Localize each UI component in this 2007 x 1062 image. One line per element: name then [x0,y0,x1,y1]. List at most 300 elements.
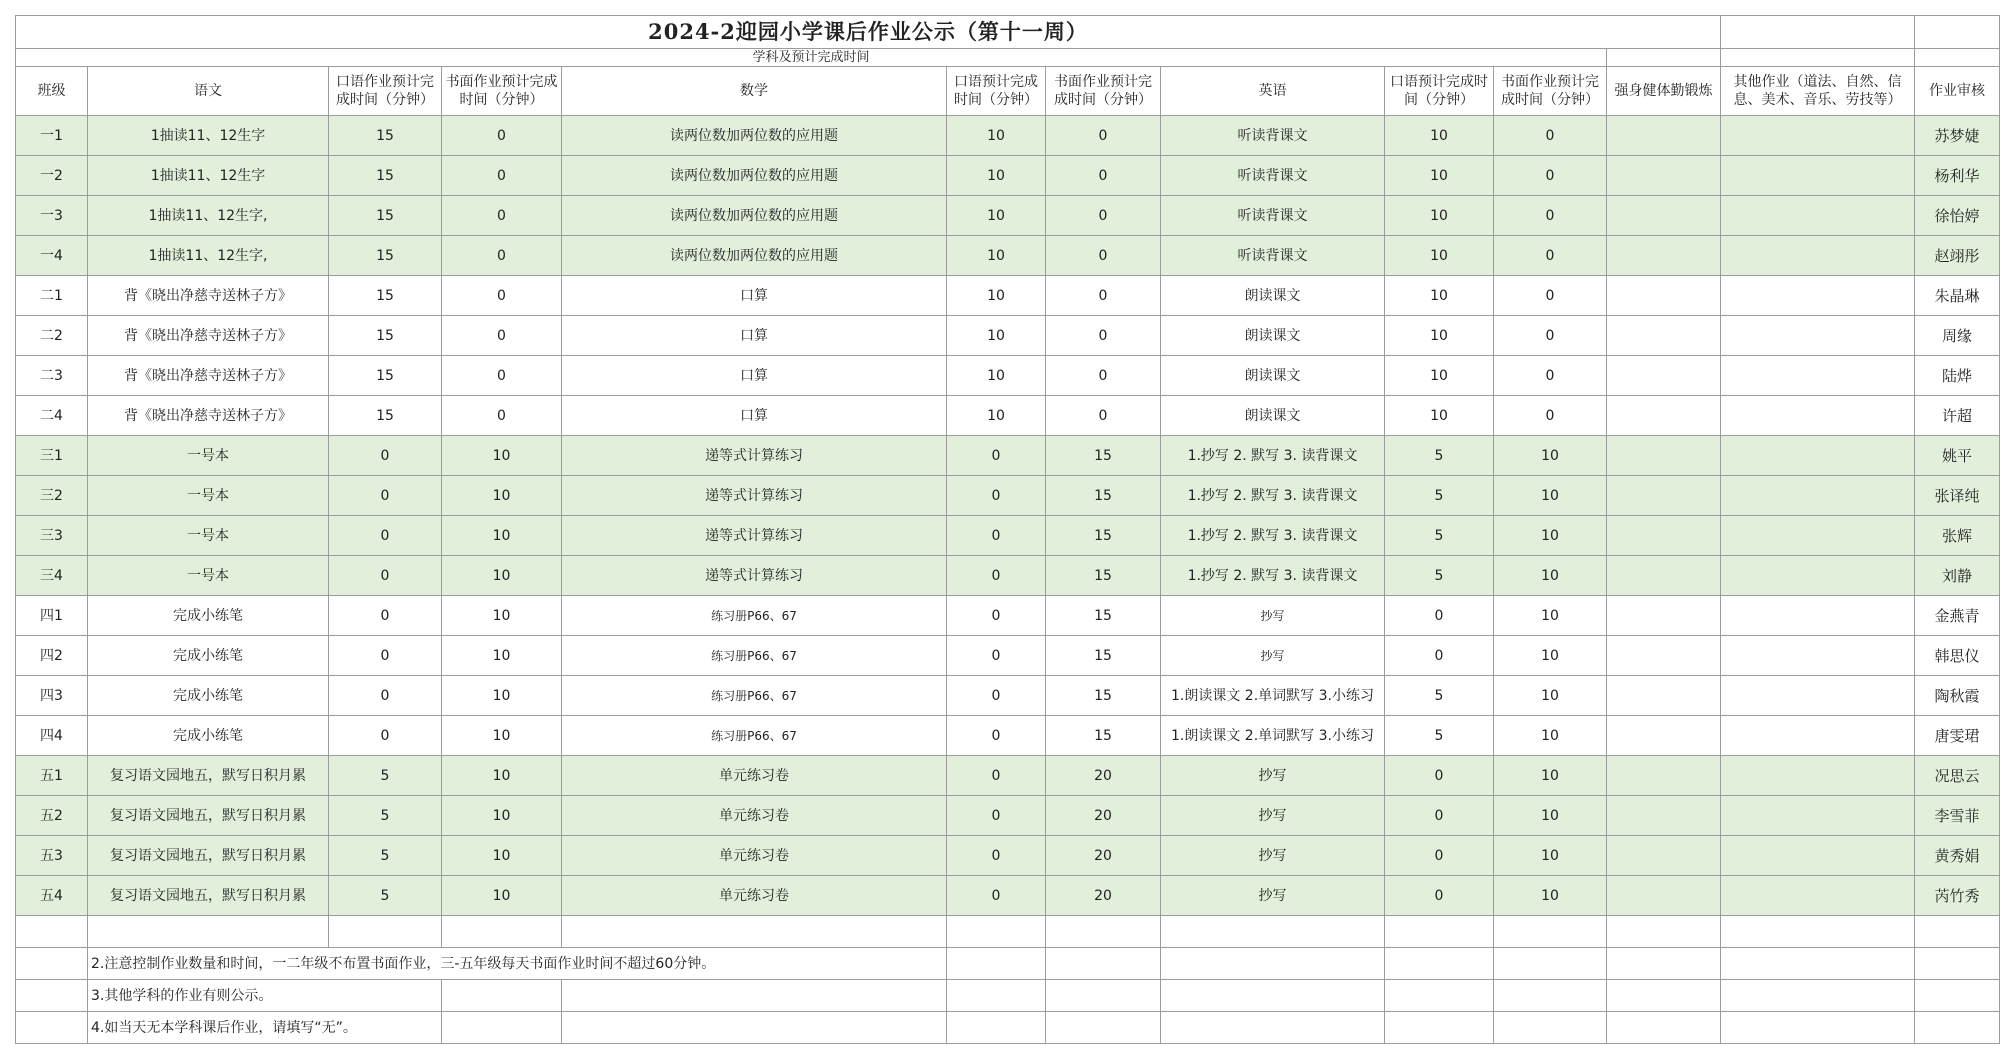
cell-math[interactable]: 练习册P66、67 [562,636,947,676]
cell-chinese-written[interactable]: 10 [442,516,562,556]
cell-pe[interactable] [1607,556,1721,596]
cell-reviewer[interactable]: 刘静 [1915,556,2000,596]
blank-cell[interactable] [1046,1012,1161,1044]
cell-math[interactable]: 单元练习卷 [562,756,947,796]
cell-class[interactable]: 四2 [16,636,88,676]
blank-cell[interactable] [442,916,562,948]
cell-class[interactable]: 三1 [16,436,88,476]
cell-math[interactable]: 单元练习卷 [562,876,947,916]
cell-english-written[interactable]: 10 [1494,476,1607,516]
cell-class[interactable]: 三4 [16,556,88,596]
cell-reviewer[interactable]: 唐雯珺 [1915,716,2000,756]
cell-math-oral[interactable]: 0 [947,836,1046,876]
cell-other[interactable] [1721,516,1915,556]
cell-english[interactable]: 听读背课文 [1161,116,1385,156]
cell-english[interactable]: 朗读课文 [1161,316,1385,356]
cell-english-oral[interactable]: 10 [1385,396,1494,436]
cell-class[interactable]: 四4 [16,716,88,756]
blank-cell[interactable] [1046,916,1161,948]
cell-english[interactable]: 1.抄写 2. 默写 3. 读背课文 [1161,436,1385,476]
cell-other[interactable] [1721,396,1915,436]
blank-cell[interactable] [329,916,442,948]
cell-pe[interactable] [1607,676,1721,716]
cell-pe[interactable] [1607,276,1721,316]
blank-cell[interactable] [1046,948,1161,980]
blank-cell[interactable] [1915,916,2000,948]
blank-cell[interactable] [562,1012,947,1044]
blank-cell[interactable] [1385,916,1494,948]
cell-pe[interactable] [1607,436,1721,476]
cell-math-oral[interactable]: 0 [947,676,1046,716]
cell-english-written[interactable]: 0 [1494,236,1607,276]
blank-cell[interactable] [1721,49,1915,67]
cell-math[interactable]: 练习册P66、67 [562,716,947,756]
cell-reviewer[interactable]: 周缘 [1915,316,2000,356]
cell-class[interactable]: 一2 [16,156,88,196]
cell-class[interactable]: 五4 [16,876,88,916]
cell-english-written[interactable]: 0 [1494,196,1607,236]
cell-math[interactable]: 口算 [562,396,947,436]
cell-pe[interactable] [1607,596,1721,636]
cell-chinese-oral[interactable]: 5 [329,836,442,876]
cell-math-written[interactable]: 0 [1046,396,1161,436]
cell-chinese[interactable]: 1抽读11、12生字 [88,156,329,196]
cell-chinese-oral[interactable]: 0 [329,716,442,756]
cell-reviewer[interactable]: 李雪菲 [1915,796,2000,836]
cell-english[interactable]: 听读背课文 [1161,236,1385,276]
cell-chinese-oral[interactable]: 0 [329,556,442,596]
blank-cell[interactable] [1385,980,1494,1012]
cell-class[interactable]: 三3 [16,516,88,556]
cell-pe[interactable] [1607,396,1721,436]
cell-math-written[interactable]: 15 [1046,676,1161,716]
header-chinese-oral[interactable]: 口语作业预计完成时间（分钟） [329,67,442,116]
cell-math-oral[interactable]: 0 [947,636,1046,676]
cell-math-oral[interactable]: 0 [947,596,1046,636]
cell-other[interactable] [1721,316,1915,356]
blank-cell[interactable] [1494,916,1607,948]
cell-chinese-written[interactable]: 10 [442,636,562,676]
cell-chinese[interactable]: 完成小练笔 [88,676,329,716]
blank-cell[interactable] [442,980,562,1012]
cell-english[interactable]: 朗读课文 [1161,396,1385,436]
cell-pe[interactable] [1607,316,1721,356]
cell-chinese-oral[interactable]: 15 [329,276,442,316]
cell-other[interactable] [1721,236,1915,276]
blank-cell[interactable] [16,980,88,1012]
blank-cell[interactable] [562,916,947,948]
cell-pe[interactable] [1607,356,1721,396]
cell-english-oral[interactable]: 0 [1385,876,1494,916]
cell-math-written[interactable]: 20 [1046,756,1161,796]
cell-math[interactable]: 递等式计算练习 [562,516,947,556]
cell-math-oral[interactable]: 10 [947,156,1046,196]
header-math-oral[interactable]: 口语预计完成时间（分钟） [947,67,1046,116]
blank-cell[interactable] [947,980,1046,1012]
cell-math-written[interactable]: 15 [1046,436,1161,476]
cell-math[interactable]: 递等式计算练习 [562,436,947,476]
cell-pe[interactable] [1607,116,1721,156]
cell-english-written[interactable]: 0 [1494,276,1607,316]
cell-other[interactable] [1721,476,1915,516]
cell-english[interactable]: 抄写 [1161,836,1385,876]
cell-english[interactable]: 抄写 [1161,796,1385,836]
cell-english-written[interactable]: 0 [1494,396,1607,436]
cell-reviewer[interactable]: 芮竹秀 [1915,876,2000,916]
cell-reviewer[interactable]: 陆烨 [1915,356,2000,396]
cell-math-written[interactable]: 15 [1046,556,1161,596]
cell-math-oral[interactable]: 0 [947,476,1046,516]
blank-cell[interactable] [1607,1012,1721,1044]
cell-reviewer[interactable]: 金燕青 [1915,596,2000,636]
cell-english-written[interactable]: 10 [1494,676,1607,716]
blank-cell[interactable] [1721,16,1915,49]
header-chinese[interactable]: 语文 [88,67,329,116]
cell-reviewer[interactable]: 朱晶琳 [1915,276,2000,316]
cell-other[interactable] [1721,716,1915,756]
cell-math-oral[interactable]: 0 [947,516,1046,556]
cell-chinese[interactable]: 复习语文园地五，默写日积月累 [88,876,329,916]
cell-class[interactable]: 二4 [16,396,88,436]
cell-class[interactable]: 五1 [16,756,88,796]
cell-chinese-oral[interactable]: 5 [329,796,442,836]
cell-chinese-written[interactable]: 10 [442,876,562,916]
cell-english-oral[interactable]: 10 [1385,236,1494,276]
cell-math[interactable]: 口算 [562,316,947,356]
cell-english-oral[interactable]: 5 [1385,476,1494,516]
cell-chinese[interactable]: 完成小练笔 [88,716,329,756]
cell-math[interactable]: 练习册P66、67 [562,596,947,636]
cell-other[interactable] [1721,276,1915,316]
cell-math[interactable]: 读两位数加两位数的应用题 [562,236,947,276]
cell-math-written[interactable]: 20 [1046,836,1161,876]
cell-math-written[interactable]: 0 [1046,116,1161,156]
blank-cell[interactable] [442,1012,562,1044]
cell-math[interactable]: 口算 [562,276,947,316]
cell-math-written[interactable]: 0 [1046,196,1161,236]
header-class[interactable]: 班级 [16,67,88,116]
cell-math[interactable]: 单元练习卷 [562,796,947,836]
cell-english-written[interactable]: 10 [1494,636,1607,676]
cell-chinese-oral[interactable]: 0 [329,436,442,476]
cell-english-written[interactable]: 10 [1494,756,1607,796]
cell-chinese-oral[interactable]: 15 [329,316,442,356]
blank-cell[interactable] [16,948,88,980]
cell-math-oral[interactable]: 0 [947,876,1046,916]
cell-chinese-oral[interactable]: 5 [329,756,442,796]
blank-cell[interactable] [1915,49,2000,67]
cell-class[interactable]: 四1 [16,596,88,636]
cell-chinese[interactable]: 背《晓出净慈寺送林子方》 [88,356,329,396]
cell-english-oral[interactable]: 10 [1385,156,1494,196]
cell-class[interactable]: 三2 [16,476,88,516]
cell-english[interactable]: 抄写 [1161,596,1385,636]
cell-chinese[interactable]: 背《晓出净慈寺送林子方》 [88,316,329,356]
blank-cell[interactable] [1721,980,1915,1012]
cell-chinese-oral[interactable]: 0 [329,636,442,676]
note-2[interactable]: 2.注意控制作业数量和时间，一二年级不布置书面作业，三-五年级每天书面作业时间不超过60分钟。 [88,948,947,980]
cell-english[interactable]: 朗读课文 [1161,356,1385,396]
cell-class[interactable]: 五2 [16,796,88,836]
header-english-written[interactable]: 书面作业预计完成时间（分钟） [1494,67,1607,116]
cell-other[interactable] [1721,876,1915,916]
cell-math[interactable]: 读两位数加两位数的应用题 [562,156,947,196]
cell-math-oral[interactable]: 0 [947,436,1046,476]
cell-reviewer[interactable]: 韩思仪 [1915,636,2000,676]
blank-cell[interactable] [1161,980,1385,1012]
cell-other[interactable] [1721,196,1915,236]
blank-cell[interactable] [1721,1012,1915,1044]
cell-math-written[interactable]: 15 [1046,716,1161,756]
cell-english[interactable]: 朗读课文 [1161,276,1385,316]
blank-cell[interactable] [1494,980,1607,1012]
cell-chinese-oral[interactable]: 15 [329,196,442,236]
cell-math-written[interactable]: 0 [1046,356,1161,396]
blank-cell[interactable] [947,1012,1046,1044]
cell-reviewer[interactable]: 赵翊彤 [1915,236,2000,276]
cell-math[interactable]: 递等式计算练习 [562,476,947,516]
cell-chinese[interactable]: 复习语文园地五，默写日积月累 [88,796,329,836]
cell-english[interactable]: 1.抄写 2. 默写 3. 读背课文 [1161,516,1385,556]
cell-other[interactable] [1721,796,1915,836]
blank-cell[interactable] [1161,916,1385,948]
cell-chinese[interactable]: 背《晓出净慈寺送林子方》 [88,276,329,316]
cell-reviewer[interactable]: 许超 [1915,396,2000,436]
cell-math[interactable]: 练习册P66、67 [562,676,947,716]
cell-chinese[interactable]: 1抽读11、12生字, [88,196,329,236]
cell-english[interactable]: 听读背课文 [1161,196,1385,236]
cell-pe[interactable] [1607,636,1721,676]
cell-math-written[interactable]: 0 [1046,276,1161,316]
cell-reviewer[interactable]: 苏梦婕 [1915,116,2000,156]
cell-english[interactable]: 1.抄写 2. 默写 3. 读背课文 [1161,476,1385,516]
cell-class[interactable]: 二2 [16,316,88,356]
cell-english-written[interactable]: 10 [1494,796,1607,836]
cell-chinese[interactable]: 一号本 [88,476,329,516]
cell-english-written[interactable]: 10 [1494,836,1607,876]
cell-english-oral[interactable]: 10 [1385,196,1494,236]
cell-reviewer[interactable]: 黄秀娟 [1915,836,2000,876]
cell-chinese-oral[interactable]: 15 [329,236,442,276]
cell-chinese-written[interactable]: 10 [442,796,562,836]
cell-english-oral[interactable]: 10 [1385,356,1494,396]
blank-cell[interactable] [1915,980,2000,1012]
cell-english-written[interactable]: 10 [1494,516,1607,556]
cell-english[interactable]: 抄写 [1161,756,1385,796]
cell-math-oral[interactable]: 10 [947,196,1046,236]
cell-other[interactable] [1721,636,1915,676]
cell-pe[interactable] [1607,156,1721,196]
cell-english-oral[interactable]: 5 [1385,556,1494,596]
cell-chinese-oral[interactable]: 0 [329,596,442,636]
cell-chinese-written[interactable]: 0 [442,396,562,436]
cell-chinese-written[interactable]: 10 [442,836,562,876]
blank-cell[interactable] [1915,1012,2000,1044]
cell-math[interactable]: 递等式计算练习 [562,556,947,596]
subject-subtitle[interactable]: 学科及预计完成时间 [16,49,1607,67]
cell-math[interactable]: 读两位数加两位数的应用题 [562,116,947,156]
cell-chinese-oral[interactable]: 0 [329,516,442,556]
cell-english-oral[interactable]: 0 [1385,836,1494,876]
cell-chinese[interactable]: 1抽读11、12生字 [88,116,329,156]
cell-class[interactable]: 一3 [16,196,88,236]
cell-reviewer[interactable]: 张译纯 [1915,476,2000,516]
cell-other[interactable] [1721,676,1915,716]
cell-math-written[interactable]: 0 [1046,236,1161,276]
cell-class[interactable]: 五3 [16,836,88,876]
cell-other[interactable] [1721,596,1915,636]
cell-english-written[interactable]: 10 [1494,716,1607,756]
cell-english-oral[interactable]: 5 [1385,676,1494,716]
cell-chinese-oral[interactable]: 15 [329,356,442,396]
cell-chinese[interactable]: 一号本 [88,436,329,476]
cell-english-oral[interactable]: 0 [1385,596,1494,636]
cell-reviewer[interactable]: 陶秋霞 [1915,676,2000,716]
header-pe[interactable]: 强身健体勤锻炼 [1607,67,1721,116]
cell-math[interactable]: 读两位数加两位数的应用题 [562,196,947,236]
blank-cell[interactable] [1607,916,1721,948]
blank-cell[interactable] [1494,1012,1607,1044]
cell-pe[interactable] [1607,716,1721,756]
cell-class[interactable]: 四3 [16,676,88,716]
cell-english-oral[interactable]: 10 [1385,116,1494,156]
cell-chinese-written[interactable]: 10 [442,596,562,636]
header-math-written[interactable]: 书面作业预计完成时间（分钟） [1046,67,1161,116]
blank-cell[interactable] [1721,948,1915,980]
cell-pe[interactable] [1607,476,1721,516]
blank-cell[interactable] [1607,49,1721,67]
cell-reviewer[interactable]: 姚平 [1915,436,2000,476]
cell-english-oral[interactable]: 0 [1385,756,1494,796]
sheet-title[interactable]: 2024-2迎园小学课后作业公示（第十一周） [16,16,1721,49]
cell-chinese[interactable]: 背《晓出净慈寺送林子方》 [88,396,329,436]
header-chinese-written[interactable]: 书面作业预计完成时间（分钟） [442,67,562,116]
blank-cell[interactable] [1161,948,1385,980]
blank-cell[interactable] [88,916,329,948]
cell-math-written[interactable]: 0 [1046,156,1161,196]
cell-english-written[interactable]: 0 [1494,356,1607,396]
cell-english-oral[interactable]: 5 [1385,516,1494,556]
cell-math-oral[interactable]: 0 [947,756,1046,796]
cell-other[interactable] [1721,116,1915,156]
blank-cell[interactable] [947,948,1046,980]
cell-english-written[interactable]: 10 [1494,556,1607,596]
cell-chinese-written[interactable]: 10 [442,436,562,476]
cell-math-written[interactable]: 0 [1046,316,1161,356]
cell-english[interactable]: 1.抄写 2. 默写 3. 读背课文 [1161,556,1385,596]
cell-chinese-written[interactable]: 10 [442,476,562,516]
cell-chinese-written[interactable]: 0 [442,236,562,276]
cell-other[interactable] [1721,756,1915,796]
cell-math[interactable]: 单元练习卷 [562,836,947,876]
cell-pe[interactable] [1607,876,1721,916]
cell-english-oral[interactable]: 10 [1385,276,1494,316]
cell-reviewer[interactable]: 杨利华 [1915,156,2000,196]
cell-chinese[interactable]: 复习语文园地五，默写日积月累 [88,756,329,796]
cell-english-written[interactable]: 0 [1494,116,1607,156]
cell-english[interactable]: 抄写 [1161,876,1385,916]
cell-english-written[interactable]: 0 [1494,156,1607,196]
cell-english-oral[interactable]: 5 [1385,436,1494,476]
cell-math-oral[interactable]: 10 [947,356,1046,396]
cell-pe[interactable] [1607,756,1721,796]
cell-english-written[interactable]: 10 [1494,436,1607,476]
cell-math[interactable]: 口算 [562,356,947,396]
cell-english-written[interactable]: 10 [1494,596,1607,636]
cell-chinese-oral[interactable]: 15 [329,396,442,436]
cell-chinese-written[interactable]: 0 [442,116,562,156]
cell-math-oral[interactable]: 10 [947,116,1046,156]
cell-math-oral[interactable]: 0 [947,716,1046,756]
blank-cell[interactable] [1385,1012,1494,1044]
cell-chinese-written[interactable]: 0 [442,276,562,316]
cell-chinese[interactable]: 复习语文园地五，默写日积月累 [88,836,329,876]
cell-class[interactable]: 二3 [16,356,88,396]
note-4[interactable]: 4.如当天无本学科课后作业，请填写“无”。 [88,1012,442,1044]
cell-class[interactable]: 一1 [16,116,88,156]
cell-reviewer[interactable]: 况思云 [1915,756,2000,796]
cell-math-written[interactable]: 15 [1046,596,1161,636]
cell-english[interactable]: 1.朗读课文 2.单词默写 3.小练习 [1161,676,1385,716]
cell-chinese-written[interactable]: 10 [442,756,562,796]
blank-cell[interactable] [1721,916,1915,948]
cell-english[interactable]: 听读背课文 [1161,156,1385,196]
cell-english[interactable]: 抄写 [1161,636,1385,676]
cell-chinese-oral[interactable]: 0 [329,676,442,716]
blank-cell[interactable] [1915,16,2000,49]
cell-chinese[interactable]: 一号本 [88,516,329,556]
cell-english-written[interactable]: 0 [1494,316,1607,356]
header-english[interactable]: 英语 [1161,67,1385,116]
cell-pe[interactable] [1607,796,1721,836]
blank-cell[interactable] [16,916,88,948]
cell-math-oral[interactable]: 10 [947,316,1046,356]
cell-pe[interactable] [1607,196,1721,236]
header-math[interactable]: 数学 [562,67,947,116]
cell-chinese-written[interactable]: 10 [442,716,562,756]
header-english-oral[interactable]: 口语预计完成时间（分钟） [1385,67,1494,116]
cell-english[interactable]: 1.朗读课文 2.单词默写 3.小练习 [1161,716,1385,756]
cell-other[interactable] [1721,836,1915,876]
cell-math-written[interactable]: 20 [1046,876,1161,916]
cell-math-oral[interactable]: 0 [947,556,1046,596]
cell-chinese-written[interactable]: 0 [442,356,562,396]
cell-math-written[interactable]: 20 [1046,796,1161,836]
cell-english-written[interactable]: 10 [1494,876,1607,916]
cell-other[interactable] [1721,436,1915,476]
cell-other[interactable] [1721,556,1915,596]
cell-pe[interactable] [1607,836,1721,876]
cell-other[interactable] [1721,156,1915,196]
blank-cell[interactable] [1161,1012,1385,1044]
cell-chinese[interactable]: 完成小练笔 [88,636,329,676]
blank-cell[interactable] [1915,948,2000,980]
cell-math-oral[interactable]: 10 [947,236,1046,276]
blank-cell[interactable] [1046,980,1161,1012]
cell-chinese-written[interactable]: 0 [442,156,562,196]
blank-cell[interactable] [1607,948,1721,980]
cell-reviewer[interactable]: 张辉 [1915,516,2000,556]
blank-cell[interactable] [1494,948,1607,980]
cell-pe[interactable] [1607,516,1721,556]
cell-chinese[interactable]: 完成小练笔 [88,596,329,636]
header-other[interactable]: 其他作业（道法、自然、信息、美术、音乐、劳技等） [1721,67,1915,116]
cell-math-oral[interactable]: 10 [947,396,1046,436]
blank-cell[interactable] [16,1012,88,1044]
blank-cell[interactable] [562,980,947,1012]
cell-math-written[interactable]: 15 [1046,476,1161,516]
cell-chinese-written[interactable]: 0 [442,196,562,236]
